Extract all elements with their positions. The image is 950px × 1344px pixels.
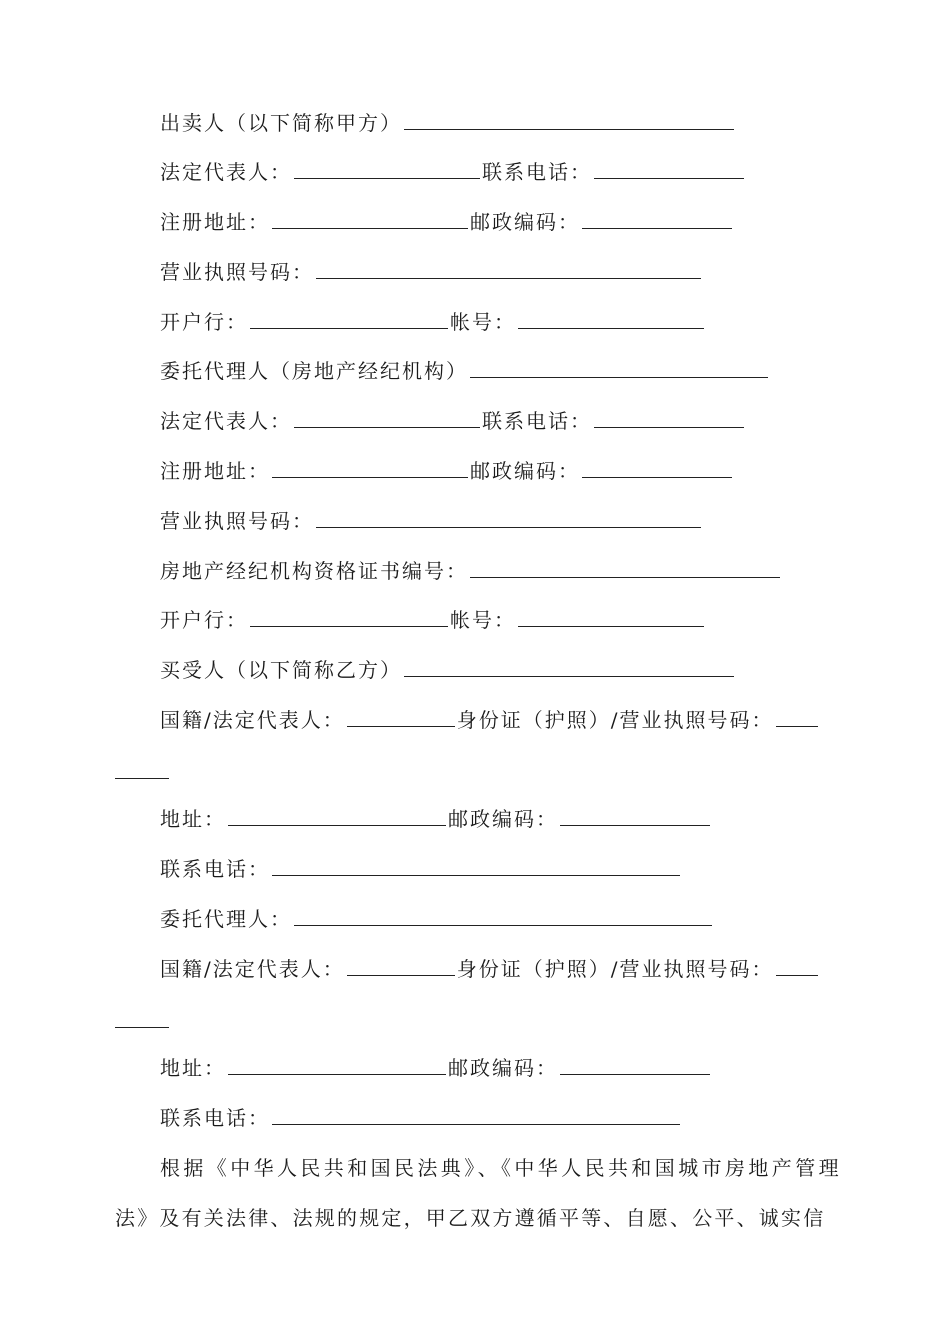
phone-blank[interactable] (594, 407, 744, 428)
address-blank[interactable] (228, 1054, 446, 1075)
phone-label: 联系电话： (160, 857, 270, 881)
agent-bank-line (160, 605, 706, 635)
legal-rep-blank[interactable] (294, 407, 480, 428)
license-blank[interactable] (316, 507, 701, 528)
buyer-name-blank[interactable] (404, 656, 734, 677)
agent-label: 委托代理人： (160, 907, 292, 931)
account-label: 帐号： (450, 310, 516, 334)
phone-blank[interactable] (594, 158, 744, 179)
legal-rep-blank[interactable] (294, 158, 480, 179)
phone-label: 联系电话： (482, 409, 592, 433)
postal-code-blank[interactable] (560, 805, 710, 826)
seller-license-line (160, 257, 703, 287)
reg-address-blank[interactable] (272, 457, 468, 478)
nationality-blank[interactable] (347, 706, 455, 727)
legal-rep-label: 法定代表人： (160, 409, 292, 433)
agent-label: 委托代理人（房地产经纪机构） (160, 359, 468, 383)
id-number-blank-continued[interactable] (115, 1027, 169, 1028)
buyer-line (160, 655, 736, 685)
phone-blank[interactable] (272, 855, 680, 876)
id-number-label: 身份证（护照）/营业执照号码： (456, 957, 774, 981)
buyer-agent-id-line (160, 954, 820, 984)
buyer-agent-line (160, 904, 714, 934)
reg-address-blank[interactable] (272, 208, 468, 229)
bank-blank[interactable] (250, 606, 448, 627)
bank-label: 开户行： (160, 310, 248, 334)
postal-code-label: 邮政编码： (448, 807, 558, 831)
bank-blank[interactable] (250, 308, 448, 329)
seller-reg-address-line (160, 207, 734, 237)
agent-legal-rep-line (160, 406, 746, 436)
agent-name-blank[interactable] (294, 905, 712, 926)
agent-license-line (160, 506, 703, 536)
agent-name-blank[interactable] (470, 357, 768, 378)
legal-rep-label: 法定代表人： (160, 160, 292, 184)
agent-qualification-line (160, 556, 782, 586)
nationality-label: 国籍/法定代表人： (160, 708, 345, 732)
buyer-agent-address-line (160, 1053, 712, 1083)
buyer-id-line (160, 705, 820, 735)
seller-bank-line (160, 307, 706, 337)
postal-code-blank[interactable] (560, 1054, 710, 1075)
license-label: 营业执照号码： (160, 509, 314, 533)
seller-line (160, 108, 736, 138)
address-label: 地址： (160, 1056, 226, 1080)
license-label: 营业执照号码： (160, 260, 314, 284)
body-paragraph-line-1: 根据《中华人民共和国民法典》、《中华人民共和国城市房地产管理 (160, 1156, 842, 1180)
id-number-blank-continued[interactable] (115, 778, 169, 779)
agent-reg-address-line (160, 456, 734, 486)
postal-code-label: 邮政编码： (470, 210, 580, 234)
phone-label: 联系电话： (160, 1106, 270, 1130)
id-number-blank[interactable] (776, 955, 818, 976)
postal-code-label: 邮政编码： (470, 459, 580, 483)
buyer-address-line (160, 804, 712, 834)
id-number-label: 身份证（护照）/营业执照号码： (456, 708, 774, 732)
qualification-label: 房地产经纪机构资格证书编号： (160, 559, 468, 583)
address-blank[interactable] (228, 805, 446, 826)
seller-label: 出卖人（以下简称甲方） (160, 111, 402, 135)
account-blank[interactable] (518, 308, 704, 329)
reg-address-label: 注册地址： (160, 459, 270, 483)
qualification-blank[interactable] (470, 557, 780, 578)
buyer-phone-line (160, 854, 682, 884)
license-blank[interactable] (316, 258, 701, 279)
buyer-label: 买受人（以下简称乙方） (160, 658, 402, 682)
bank-label: 开户行： (160, 608, 248, 632)
address-label: 地址： (160, 807, 226, 831)
nationality-label: 国籍/法定代表人： (160, 957, 345, 981)
postal-code-blank[interactable] (582, 208, 732, 229)
seller-legal-rep-line (160, 157, 746, 187)
postal-code-blank[interactable] (582, 457, 732, 478)
account-blank[interactable] (518, 606, 704, 627)
buyer-agent-phone-line (160, 1103, 682, 1133)
id-number-blank[interactable] (776, 706, 818, 727)
postal-code-label: 邮政编码： (448, 1056, 558, 1080)
nationality-blank[interactable] (347, 955, 455, 976)
phone-blank[interactable] (272, 1104, 680, 1125)
body-paragraph-line-2: 法》及有关法律、法规的规定，甲乙双方遵循平等、自愿、公平、诚实信 (115, 1206, 826, 1230)
phone-label: 联系电话： (482, 160, 592, 184)
seller-name-blank[interactable] (404, 109, 734, 130)
reg-address-label: 注册地址： (160, 210, 270, 234)
account-label: 帐号： (450, 608, 516, 632)
agent-line (160, 356, 770, 386)
